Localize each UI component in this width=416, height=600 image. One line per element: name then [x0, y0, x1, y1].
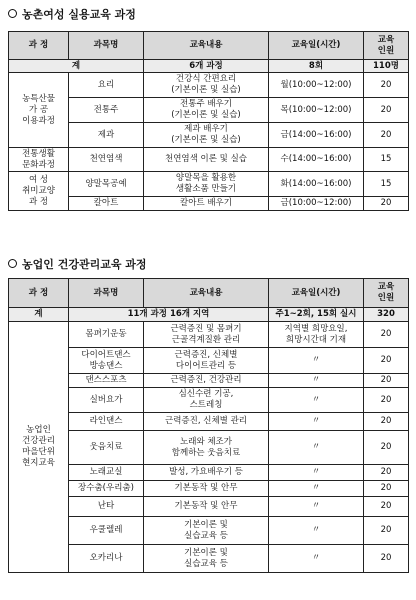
content-cell: 근력증진, 건강관리: [144, 374, 269, 388]
section2-title-text: 농업인 건강관리교육 과정: [22, 258, 147, 271]
date-cell: 금(14:00~16:00): [269, 123, 364, 148]
circle-bullet-icon: [8, 259, 17, 268]
header-people: 교육 인원: [364, 32, 409, 60]
header-people: 교육 인원: [364, 279, 409, 308]
total-date: 주1~2회, 15회 실시: [269, 308, 364, 322]
table-row: [9, 322, 409, 348]
total-people: 320: [364, 308, 409, 322]
people-cell: 20: [364, 413, 409, 431]
people-cell: 20: [364, 322, 409, 348]
section2-table: [8, 278, 409, 573]
subject-cell: 난타: [69, 497, 144, 517]
date-cell: 〃: [269, 481, 364, 497]
people-cell: 20: [364, 497, 409, 517]
header-subject: 과목명: [69, 32, 144, 60]
table-row: [9, 172, 409, 197]
date-cell: 〃: [269, 497, 364, 517]
section1-title-text: 농촌여성 실용교육 과정: [22, 8, 136, 21]
content-cell: 기본이론 및 실습교육 등: [144, 545, 269, 573]
content-cell: 기본동작 및 안무: [144, 481, 269, 497]
subject-cell: 제과: [69, 123, 144, 148]
people-cell: 20: [364, 517, 409, 545]
date-cell: 〃: [269, 465, 364, 481]
table-row: [9, 465, 409, 481]
content-cell: 기본동작 및 안무: [144, 497, 269, 517]
date-cell: 〃: [269, 431, 364, 465]
table-row: [9, 517, 409, 545]
people-cell: 20: [364, 374, 409, 388]
subject-cell: 천연염색: [69, 148, 144, 172]
subject-cell: 요리: [69, 73, 144, 98]
subject-cell: 칼아트: [69, 197, 144, 211]
section2-title: [8, 256, 147, 272]
subject-cell: 장수춤(우리춤): [69, 481, 144, 497]
group-cell: 여 성 취미교양 과 정: [9, 172, 69, 211]
subject-cell: 다이어트댄스 방송댄스: [69, 348, 144, 374]
content-cell: 심신수련 기공, 스트레칭: [144, 388, 269, 413]
subject-cell: 웃음치료: [69, 431, 144, 465]
people-cell: 20: [364, 197, 409, 211]
people-cell: 20: [364, 348, 409, 374]
header-subject: 과목명: [69, 279, 144, 308]
date-cell: 〃: [269, 413, 364, 431]
total-row: [9, 308, 409, 322]
date-cell: 목(10:00~12:00): [269, 98, 364, 123]
people-cell: 20: [364, 73, 409, 98]
people-cell: 20: [364, 465, 409, 481]
date-cell: 월(10:00~12:00): [269, 73, 364, 98]
group-cell: 농업인 건강관리 마을단위 현지교육: [9, 322, 69, 573]
circle-bullet-icon: [8, 9, 17, 18]
people-cell: 15: [364, 172, 409, 197]
date-cell: 금(10:00~12:00): [269, 197, 364, 211]
date-cell: 화(14:00~16:00): [269, 172, 364, 197]
subject-cell: 우쿨렐레: [69, 517, 144, 545]
content-cell: 노래와 체조가 함께하는 웃음치료: [144, 431, 269, 465]
table-row: [9, 413, 409, 431]
table-row: [9, 481, 409, 497]
people-cell: 20: [364, 431, 409, 465]
table-header-row: [9, 279, 409, 308]
table-header-row: [9, 32, 409, 60]
subject-cell: 실버요가: [69, 388, 144, 413]
header-content: 교육내용: [144, 279, 269, 308]
date-cell: 〃: [269, 388, 364, 413]
header-date: 교육일(시간): [269, 279, 364, 308]
header-date: 교육일(시간): [269, 32, 364, 60]
total-label: 계: [9, 60, 144, 73]
total-content: 6개 과정: [144, 60, 269, 73]
people-cell: 15: [364, 148, 409, 172]
header-content: 교육내용: [144, 32, 269, 60]
date-cell: 〃: [269, 545, 364, 573]
content-cell: 칼아트 배우기: [144, 197, 269, 211]
content-cell: 근력증진, 신체별 관리: [144, 413, 269, 431]
date-cell: 지역별 희망요일, 희망시간대 기재: [269, 322, 364, 348]
content-cell: 근력증진, 신체별 다이어트관리 등: [144, 348, 269, 374]
people-cell: 20: [364, 388, 409, 413]
group-cell: 농특산물 가 공 이용과정: [9, 73, 69, 148]
table-row: [9, 123, 409, 148]
group-cell: 전통생활 문화과정: [9, 148, 69, 172]
table-row: [9, 388, 409, 413]
date-cell: 〃: [269, 517, 364, 545]
content-cell: 양말목을 활용한 생활소품 만들기: [144, 172, 269, 197]
subject-cell: 오카리나: [69, 545, 144, 573]
total-date: 8회: [269, 60, 364, 73]
total-row: [9, 60, 409, 73]
total-people: 110명: [364, 60, 409, 73]
date-cell: 〃: [269, 348, 364, 374]
date-cell: 〃: [269, 374, 364, 388]
subject-cell: 댄스스포츠: [69, 374, 144, 388]
subject-cell: 양말목공예: [69, 172, 144, 197]
subject-cell: 전통주: [69, 98, 144, 123]
people-cell: 20: [364, 123, 409, 148]
header-course: 과 정: [9, 279, 69, 308]
content-cell: 건강식 간편요리 (기본이론 및 실습): [144, 73, 269, 98]
subject-cell: 라인댄스: [69, 413, 144, 431]
content-cell: 천연염색 이론 및 실습: [144, 148, 269, 172]
section1-title: [8, 6, 136, 22]
header-course: 과 정: [9, 32, 69, 60]
table-row: [9, 374, 409, 388]
table-row: [9, 431, 409, 465]
total-content: 11개 과정 16개 지역: [69, 308, 269, 322]
table-row: [9, 497, 409, 517]
people-cell: 20: [364, 545, 409, 573]
table-row: [9, 98, 409, 123]
table-row: [9, 348, 409, 374]
section1-table: [8, 31, 409, 211]
table-row: [9, 73, 409, 98]
subject-cell: 노래교실: [69, 465, 144, 481]
table-row: [9, 545, 409, 573]
total-label: 계: [9, 308, 69, 322]
subject-cell: 몸펴기운동: [69, 322, 144, 348]
table-row: [9, 148, 409, 172]
date-cell: 수(14:00~16:00): [269, 148, 364, 172]
content-cell: 기본이론 및 실습교육 등: [144, 517, 269, 545]
content-cell: 전통주 배우기 (기본이론 및 실습): [144, 98, 269, 123]
table-row: [9, 197, 409, 211]
content-cell: 제과 배우기 (기본이론 및 실습): [144, 123, 269, 148]
content-cell: 근력증진 및 몸펴기 근골격계질환 관리: [144, 322, 269, 348]
content-cell: 발성, 가요배우기 등: [144, 465, 269, 481]
people-cell: 20: [364, 98, 409, 123]
people-cell: 20: [364, 481, 409, 497]
